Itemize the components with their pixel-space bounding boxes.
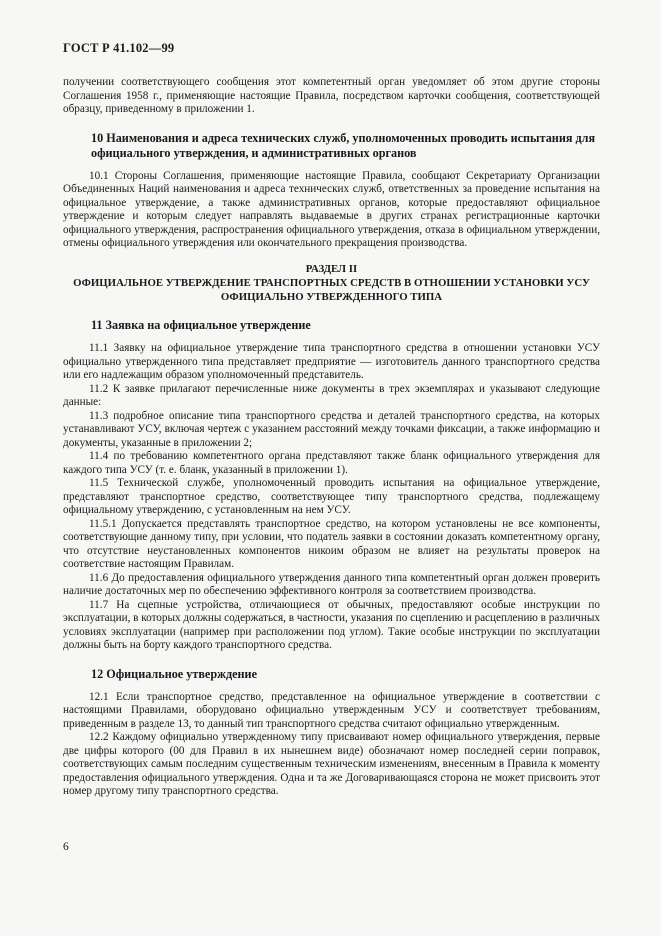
page-number: 6 bbox=[63, 841, 69, 853]
intro-paragraph: получении соответствующего сообщения этот компетентный орган уведомляет об этом другие стороны Соглашения 1958 г., применяющие настоящие Правила, посредством карточки сообщения, соответствующей образцу, приведенному в приложении 1. bbox=[63, 76, 600, 115]
paragraph-11-7: 11.7 На сцепные устройства, отличающиеся от обычных, предоставляют особые инструкции по эксплуатации, в которых должны содержаться, в частности, указания по сцеплению и расцеплению в различных условиях эксплуатации (например при расположении под углом). Такие особые инструкции по эксплуатации должны быть на борту каждого транспортного средства. bbox=[63, 598, 600, 651]
paragraph-11-5: 11.5 Технической службе, уполномоченный проводить испытания на официальное утверждение, представляют транспортное средство, соответствующее типу транспортного средства, подлежащему официальному утверждению, с установленным на нем УСУ. bbox=[63, 477, 600, 516]
paragraph-11-3: 11.3 подробное описание типа транспортного средства и деталей транспортного средства, на которых устанавливают УСУ, включая чертеж с указанием расстояний между точками фиксации, а также информацию и документы, указанные в приложении 2; bbox=[63, 409, 600, 449]
section-12-title: 12 Официальное утверждение bbox=[91, 666, 257, 681]
razdel-label: РАЗДЕЛ II bbox=[305, 262, 358, 275]
paragraph-11-4: 11.4 по требованию компетентного органа представляют также бланк официального утверждения для каждого типа УСУ (т. е. бланк, указанный в приложении 1). bbox=[63, 450, 600, 476]
paragraph-11-1: 11.1 Заявку на официальное утверждение типа транспортного средства в отношении установки УСУ официально утвержденного типа представляет предприятие — изготовитель данного транспортного средства или его надлежащим образом уполномоченный представитель. bbox=[63, 342, 600, 381]
section-10-title: 10 Наименования и адреса технических служб, уполномоченных проводить испытания для официального утверждения, и административных органов bbox=[91, 130, 596, 160]
paragraph-12-2: 12.2 Каждому официально утвержденному типу присваивают номер официального утверждения, первые две цифры которого (00 для Правил в их нынешнем виде) обозначают номер последней серии поправок, соответствующих самым последним существенным техническим изменениям, внесенным в Правила к моменту предоставления официального утверждения. Одна и та же Договаривающаяся сторона не может присвоить этот номер другому типу транспортного средства. bbox=[63, 731, 600, 797]
paragraph-11-6: 11.6 До предоставления официального утверждения данного типа компетентный орган должен проверить наличие достаточных мер по обеспечению эффективного контроля за соответствием производства. bbox=[63, 571, 600, 597]
paragraph-12-1: 12.1 Если транспортное средство, представленное на официальное утверждение в соответствии с настоящими Правилами, оборудовано официально утвержденным УСУ и соответствует требованиям, приведенным в разделе 13, то данный тип транспортного средства считают официально утвержденным. bbox=[63, 690, 600, 730]
paragraph-11-5-1: 11.5.1 Допускается представлять транспортное средство, на котором установлены не все компоненты, соответствующие данному типу, при условии, что податель заявки в состоянии доказать компетентному органу, что отсутствие неустановленных компонентов никоим образом не влияет на результаты проверок на соответствие настоящим Правилам. bbox=[63, 517, 600, 570]
razdel-title: ОФИЦИАЛЬНОЕ УТВЕРЖДЕНИЕ ТРАНСПОРТНЫХ СРЕДСТВ В ОТНОШЕНИИ УСТАНОВКИ УСУ ОФИЦИАЛЬНО УТВЕРЖДЕННОГО ТИПА bbox=[73, 277, 590, 303]
standard-header: ГОСТ Р 41.102—99 bbox=[63, 41, 175, 55]
paragraph-10-1: 10.1 Стороны Соглашения, применяющие настоящие Правила, сообщают Секретариату Организации Объединенных Наций наименования и адреса технических служб, ответственных за проведение испытания на официальное утверждение, а также административных органов, которые предоставляют официальное утверждение и которым следует направлять выдаваемые в других странах регистрационные карточки официального утверждения, распространения официального утверждения, отказа в официальном утверждении, отмены официального утверждения или окончательного прекращения производства. bbox=[63, 169, 600, 249]
paragraph-11-2: 11.2 К заявке прилагают перечисленные ниже документы в трех экземплярах и указывают следующие данные: bbox=[63, 382, 600, 408]
section-11-title: 11 Заявка на официальное утверждение bbox=[91, 318, 311, 332]
document-body bbox=[63, 76, 600, 799]
